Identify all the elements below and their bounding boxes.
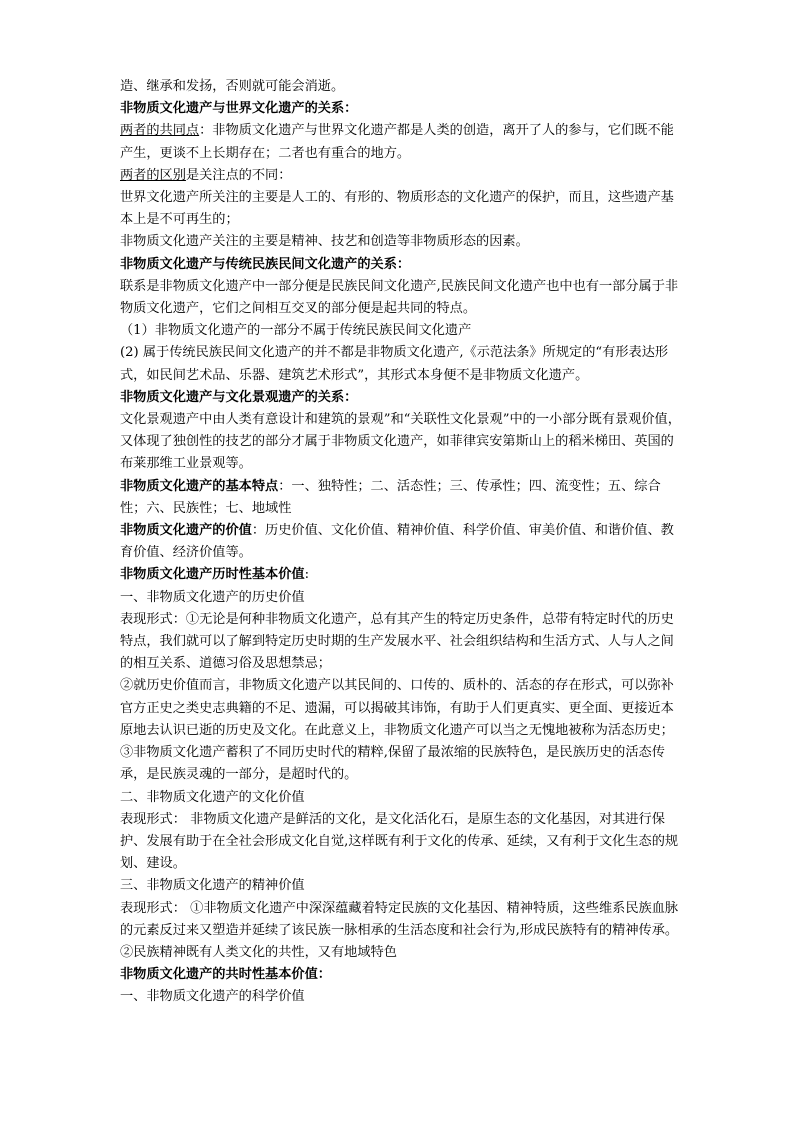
subheading: 一、非物质文化遗产的历史价值 — [120, 589, 305, 605]
paragraph: 非物质文化遗产关注的主要是精神、技艺和创造等非物质形态的因素。 — [120, 234, 529, 250]
underlined-term: 两者的区别 — [120, 167, 186, 183]
subheading: 二、非物质文化遗产的文化价值 — [120, 789, 305, 805]
paragraph — [120, 476, 685, 520]
paragraph: (2) 属于传统民族民间文化遗产的并不都是非物质文化遗产,《示范法条》所规定的“有形表达形式，如民间艺术品、乐器、建筑艺术形式”，其形式本身便不是非物质文化遗产。 — [120, 345, 669, 383]
inline-heading: 非物质文化遗产的基本特点 — [120, 478, 279, 494]
paragraph — [120, 165, 685, 187]
paragraph: 联系是非物质文化遗产中一部分便是民族民间文化遗产,民族民间文化遗产也中也有一部分属于非物质文化遗产，它们之间相互交叉的部分便是起共同的特点。 — [120, 278, 679, 317]
section-heading: 非物质文化遗产与世界文化遗产的关系： — [120, 101, 358, 117]
text-line: 造、继承和发扬，否则就可能会消逝。 — [120, 79, 345, 94]
paragraph: 文化景观遗产中由人类有意设计和建筑的景观”和“关联性文化景观”中的一小部分既有景观价值，又体现了独创性的技艺的部分才属于非物质文化遗产，如菲律宾安第斯山上的稻米梯田、英国的布莱那维工业景观等。 — [120, 412, 681, 472]
document-page — [120, 76, 685, 1009]
paragraph: 表现形式： ①非物质文化遗产中深深蕴藏着特定民族的文化基因、精神特质，这些维系民族血脉的元素反过来又塑造并延续了该民族一脉相承的生活态度和社会行为,形成民族特有的精神传承。 — [120, 900, 679, 938]
paragraph — [120, 120, 685, 164]
paragraph: ②就历史价值而言，非物质文化遗产以其民间的、口传的、质朴的、活态的存在形式，可以弥补官方正史之类史志典籍的不足、遗漏，可以揭破其讳饰，有助于人们更真实、更全面、更接近本原地去认识已逝的历史及文化。在此意义上，非物质文化遗产可以当之无愧地被称为活态历史； — [120, 678, 674, 738]
section-heading — [120, 564, 685, 586]
paragraph-text: ：一、独特性；二、活态性；三、传承性；四、流变性；五、综合性；六、民族性；七、地域性 — [120, 478, 661, 516]
section-heading: 非物质文化遗产与传统民族民间文化遗产的关系： — [120, 256, 411, 272]
inline-heading: 非物质文化遗产的价值 — [120, 523, 252, 539]
paragraph: 表现形式： 非物质文化遗产是鲜活的文化，是文化活化石，是原生态的文化基因，对其进行保护、发展有助于在全社会形成文化自觉,这样既有利于文化的传承、延续，又有利于文化生态的规划、建设。 — [120, 811, 679, 872]
paragraph: 世界文化遗产所关注的主要是人工的、有形的、物质形态的文化遗产的保护，而且，这些遗产基本上是不可再生的； — [120, 190, 674, 228]
paragraph — [120, 520, 685, 564]
paragraph: ③非物质文化遗产蓄积了不同历史时代的精粹,保留了最浓缩的民族特色，是民族历史的活态传承，是民族灵魂的一部分，是超时代的。 — [120, 745, 665, 783]
subheading: 三、非物质文化遗产的精神价值 — [120, 878, 305, 894]
paragraph: （1）非物质文化遗产的一部分不属于传统民族民间文化遗产 — [120, 323, 472, 339]
section-heading: 非物质文化遗产与文化景观遗产的关系： — [120, 389, 358, 405]
section-heading: 非物质文化遗产的共时性基本价值： — [120, 967, 331, 983]
paragraph-text: ：非物质文化遗产与世界文化遗产都是人类的创造，离开了人的参与，它们既不能产生，更谈不上长期存在；二者也有重合的地方。 — [120, 123, 674, 161]
paragraph: ②民族精神既有人类文化的共性，又有地域特色 — [120, 944, 397, 960]
paragraph-text: ：历史价值、文化价值、精神价值、科学价值、审美价值、和谐价值、教育价值、经济价值等。 — [120, 523, 674, 561]
subheading: 一、非物质文化遗产的科学价值 — [120, 989, 305, 1005]
heading-tail: : — [304, 567, 310, 583]
underlined-term: 两者的共同点 — [120, 123, 200, 139]
heading-text: 非物质文化遗产历时性基本价值 — [120, 567, 305, 583]
paragraph-text: 是关注点的不同： — [185, 167, 292, 183]
paragraph: 表现形式：①无论是何种非物质文化遗产，总有其产生的特定历史条件，总带有特定时代的历史特点，我们就可以了解到特定历史时期的生产发展水平、社会组织结构和生活方式、人与人之间的相互关系、道德习俗及思想禁忌； — [120, 611, 674, 672]
